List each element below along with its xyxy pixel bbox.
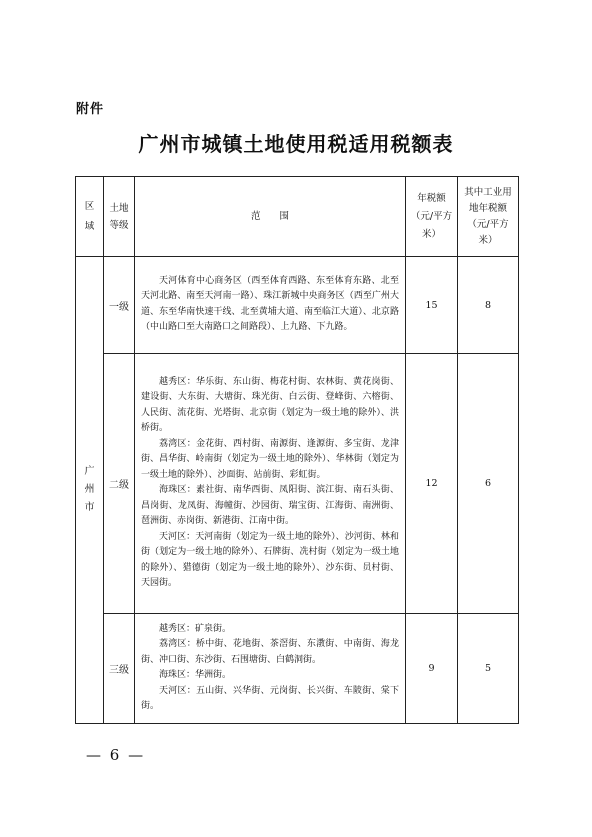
industrial-rate-cell: 5: [458, 614, 519, 724]
scope-paragraph: 越秀区：华乐街、东山街、梅花村街、农林街、黄花岗街、建设街、大东街、大塘街、珠光街、白云街、登峰街、六榕街、人民街、流花街、光塔街、北京街（划定为一级土地的除外）、洪桥街。: [141, 376, 399, 433]
scope-cell: [135, 354, 406, 614]
industrial-rate-cell: 6: [458, 354, 519, 614]
document-title: 广州市城镇土地使用税适用税额表: [138, 132, 454, 156]
page-number: — 6 —: [86, 746, 146, 764]
scope-paragraph: 天河区：五山街、兴华街、元岗街、长兴街、车陂街、棠下街。: [141, 685, 399, 711]
scope-paragraph: 海珠区：素社街、南华西街、凤阳街、滨江街、南石头街、昌岗街、龙凤街、海幢街、沙园街、瑞宝街、江海街、南洲街、琶洲街、赤岗街、新港街、江南中街。: [141, 485, 399, 526]
tax-rate-table: [75, 176, 519, 724]
header-annual-rate: 年税额（元/平方米）: [406, 177, 458, 257]
table-row: [76, 354, 519, 614]
scope-paragraph: 海珠区：华洲街。: [159, 670, 232, 680]
header-industrial-rate: 其中工业用地年税额（元/平方米）: [458, 177, 519, 257]
scope-cell: [135, 257, 406, 354]
industrial-rate-cell: 8: [458, 257, 519, 354]
scope-paragraph: 荔湾区：桥中街、花地街、茶滘街、东漖街、中南街、海龙街、冲口街、东沙街、石围塘街、白鹤洞街。: [141, 639, 399, 665]
header-land-level: 土地等级: [104, 177, 135, 257]
scope-paragraph: 越秀区：矿泉街。: [159, 623, 232, 634]
scope-paragraph: 荔湾区：金花街、西村街、南源街、逢源街、多宝街、龙津街、昌华街、岭南街（划定为一级土地的除外）、华林街（划定为一级土地的除外）、沙面街、站前街、彩虹街。: [141, 438, 399, 480]
level-cell: 一级: [104, 257, 135, 354]
table-row: [76, 614, 519, 724]
scope-cell: [135, 614, 406, 724]
header-region: 区域: [76, 177, 104, 257]
scope-paragraph: 天河体育中心商务区（西至体育西路、东至体育东路、北至天河北路、南至天河南一路）、珠江新城中央商务区（西至广州大道、东至华南快速干线、北至黄埔大道、南至临江大道）、北京路（中山路口至大南路口之间路段）、上九路、下九路。: [141, 275, 399, 332]
header-scope: 范 围: [135, 177, 406, 257]
rate-cell: 12: [406, 354, 458, 614]
rate-cell: 15: [406, 257, 458, 354]
rate-cell: 9: [406, 614, 458, 724]
level-cell: 三级: [104, 614, 135, 724]
attachment-label: 附件: [76, 102, 105, 117]
scope-paragraph: 天河区：天河南街（划定为一级土地的除外）、沙河街、林和街（划定为一级土地的除外）、石牌街、冼村街（划定为一级土地的除外）、猎德街（划定为一级土地的除外）、沙东街、员村街、天园街。: [141, 531, 399, 588]
region-cell: 广州市: [76, 257, 104, 724]
table-header-row: [76, 177, 519, 257]
level-cell: 二级: [104, 354, 135, 614]
table-row: [76, 257, 519, 354]
